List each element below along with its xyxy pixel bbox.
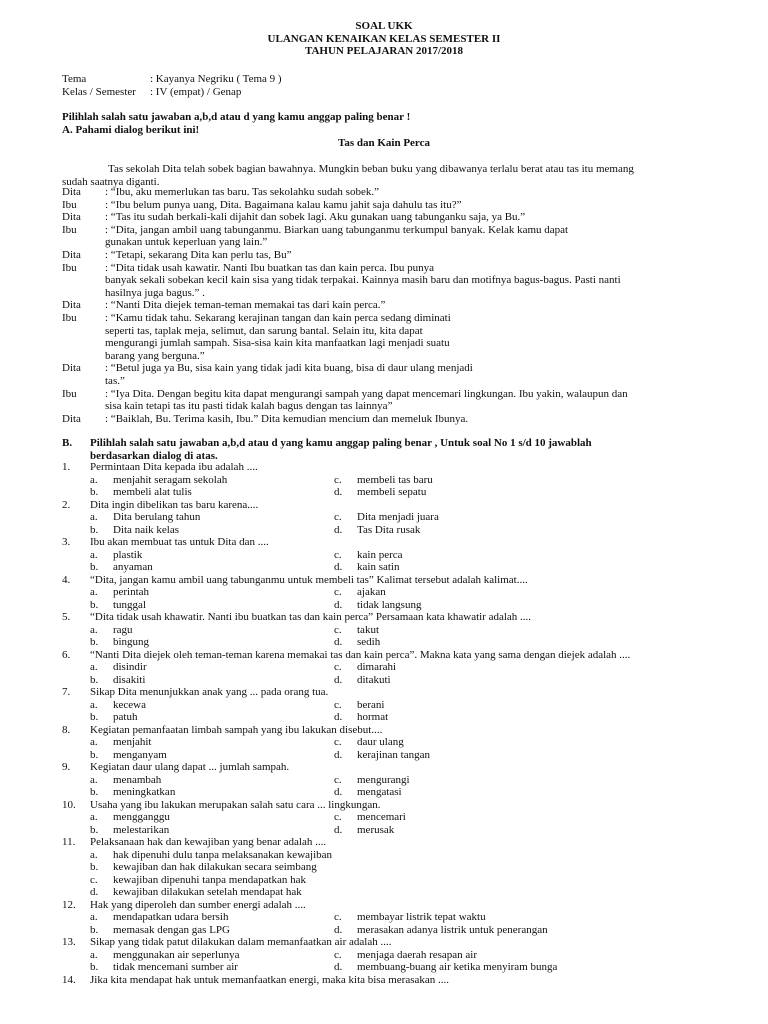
option-text: kewajiban dilakukan setelah mendapat hak [113,886,302,898]
question-list [62,461,752,986]
dialog-line: : “Kamu tidak tahu. Sekarang kerajinan tangan dan kain perca sedang diminati [105,311,451,324]
answer-option [334,599,734,612]
answer-option [334,674,734,687]
answer-option [334,924,734,937]
answer-option [90,774,334,787]
option-text: mengganggu [113,811,170,823]
answer-option [90,874,690,887]
option-text: kerajinan tangan [357,748,430,761]
dialog-speaker: Dita [62,248,81,261]
question-number: 4. [62,573,71,586]
question-number: 8. [62,723,71,736]
dialog-speaker: Ibu [62,261,77,274]
option-text: ajakan [357,586,386,598]
dialog-speaker: Ibu [62,198,77,211]
option-text: kewajiban dan hak dilakukan secara seimbang [113,861,317,873]
dialog-line: barang yang berguna.” [105,349,205,362]
option-letter: b. [90,711,99,723]
dialog-speaker: Ibu [62,311,77,324]
option-letter: d. [90,886,99,898]
option-text: merasakan adanya listrik untuk penerangan [357,923,548,936]
answer-option [90,824,334,837]
dialog-turn [62,211,712,224]
option-letter: c. [334,661,342,673]
option-letter: b. [90,786,99,798]
question-number: 5. [62,611,71,623]
dialog-line: banyak sekali sobekan kecil kain sisa yang tidak terpakai. Kainnya masih baru dan motifnya bagus-bagus. Pasti nanti [105,274,621,287]
option-letter: a. [90,586,98,598]
option-letter: d. [334,636,343,648]
option-text: mendapatkan udara bersih [113,911,229,923]
meta-kelas-key: Kelas / Semester [62,85,136,98]
dialog-text [105,388,712,413]
option-text: menganyam [113,748,167,761]
question-text: “Dita, jangan kamu ambil uang tabunganmu untuk membeli tas” Kalimat tersebut adalah kalimat.... [90,573,528,586]
answer-option [334,749,734,762]
option-letter: b. [90,673,99,686]
option-letter: d. [334,711,343,723]
option-text: hormat [357,711,389,723]
dialog-text [105,249,712,262]
option-text: menambah [113,773,162,786]
answer-option [334,824,734,837]
option-letter: a. [90,661,98,673]
option-letter: d. [334,523,343,536]
dialog-text [105,199,712,212]
option-letter: b. [90,486,99,498]
question [62,936,752,974]
dialog-line: mengurangi jumlah sampah. Sisa-sisa kain kita manfaatkan lagi menjadi suatu [105,337,450,350]
answer-option [334,961,734,974]
answer-option [90,661,334,674]
header-title: SOAL UKK [355,20,413,32]
dialog-line: tas.” [105,374,125,387]
option-text: berani [357,698,385,711]
question-number: 2. [62,498,71,511]
dialog-text [105,362,712,387]
answer-option [90,961,334,974]
answer-option [334,474,734,487]
story-title: Tas dan Kain Perca [338,137,430,149]
story-paragraph [62,163,712,188]
option-text: anyaman [113,561,153,573]
answer-option [334,949,734,962]
answer-option [90,599,334,612]
answer-option [90,674,334,687]
dialog-speaker: Dita [62,362,81,375]
question-number: 7. [62,686,71,698]
dialog-speaker: Dita [62,186,81,198]
header-year: TAHUN PELAJARAN 2017/2018 [304,45,464,57]
option-text: membeli tas baru [357,473,433,486]
dialog-line: : “Iya Dita. Dengan begitu kita dapat mengurangi sampah yang dapat mencemari lingkungan. Ibu yakin, walaupun dan [105,387,628,400]
option-text: sedih [357,636,381,648]
meta-kelas-value: : IV (empat) / Genap [150,85,242,98]
answer-option [334,586,734,599]
dialog-text [105,186,712,199]
section-b-instruction [62,437,722,462]
answer-option [334,736,734,749]
question-number: 11. [62,836,76,848]
question-text: Ibu akan membuat tas untuk Dita dan .... [90,536,269,548]
option-text: menjaga daerah resapan air [357,948,478,961]
answer-option [90,624,334,637]
option-text: perintah [113,586,150,598]
option-letter: a. [90,511,98,523]
option-letter: c. [334,911,342,923]
dialog-turn [62,199,712,212]
question-text: Kegiatan pemanfaatan limbah sampah yang ibu lakukan disebut.... [90,723,383,736]
instruction-section-a: A. Pahami dialog berikut ini! [62,123,200,136]
dialog-line: : “Nanti Dita diejek teman-teman memakai tas dari kain perca.” [105,299,386,312]
dialog-line: gunakan untuk keperluan yang lain.” [105,236,268,249]
option-text: melestarikan [113,823,170,836]
option-text: Dita menjadi juara [357,511,439,523]
question-number: 10. [62,798,76,811]
question-text: Pelaksanaan hak dan kewajiban yang benar adalah .... [90,836,327,848]
option-text: mengatasi [357,786,402,798]
option-text: Dita berulang tahun [113,511,201,523]
answer-option [334,711,734,724]
answer-option [334,636,734,649]
question-text: Sikap Dita menunjukkan anak yang ... pada orang tua. [90,686,329,698]
section-b-label: B. [62,437,73,449]
answer-option [90,849,690,862]
question-text: “Dita tidak usah khawatir. Nanti ibu buatkan tas dan kain perca” Persamaan kata khawatir adalah .... [90,611,532,623]
question-text: Jika kita mendapat hak untuk memanfaatkan energi, maka kita bisa merasakan .... [90,973,450,986]
dialog-turn [62,388,712,413]
answer-option [90,786,334,799]
option-letter: d. [334,923,343,936]
question [62,836,752,899]
option-text: daur ulang [357,736,404,748]
story-paragraph-line: Tas sekolah Dita telah sobek bagian bawahnya. Mungkin beban buku yang dibawanya terlalu berat atau tas itu memang [108,163,634,175]
answer-option [334,811,734,824]
option-text: kain satin [357,561,400,573]
option-text: mencemari [357,811,406,823]
dialog-text [105,312,712,362]
question-text: Dita ingin dibelikan tas baru karena.... [90,498,259,511]
answer-option [334,549,734,562]
dialog-speaker: Dita [62,412,81,425]
option-text: membuang-buang air ketika menyiram bunga [357,961,558,973]
answer-option [90,561,334,574]
option-letter: b. [90,636,99,648]
option-letter: a. [90,948,98,961]
option-text: tunggal [113,598,146,611]
question-number: 6. [62,648,71,661]
option-text: Tas Dita rusak [357,523,421,536]
option-text: mengurangi [357,773,410,786]
answer-option [90,636,334,649]
option-text: tidak mencemani sumber air [113,961,238,973]
question [62,574,752,612]
answer-option [90,749,334,762]
answer-option [334,699,734,712]
answer-option [90,924,334,937]
option-text: memasak dengan gas LPG [113,923,230,936]
dialog-text [105,211,712,224]
dialog-line: : “Dita, jangan ambil uang tabunganmu. Biarkan uang tabunganmu terkumpul banyak. Kelak kamu dapat [105,223,569,236]
question-number: 1. [62,461,71,473]
answer-option [90,949,334,962]
answer-option [90,586,334,599]
dialog-line: : “Tas itu sudah berkali-kali dijahit dan sobek lagi. Aku gunakan uang tabunganku saja, ya Bu.” [105,211,526,224]
option-text: dimarahi [357,661,397,673]
option-letter: a. [90,698,98,711]
question [62,724,752,762]
option-text: membeli alat tulis [113,486,192,498]
option-letter: b. [90,823,99,836]
answer-option [90,911,334,924]
option-letter: a. [90,623,98,636]
instructions [62,111,410,136]
option-text: menjahit seragam sekolah [113,473,228,486]
question-number: 14. [62,973,76,986]
option-letter: c. [334,811,342,823]
dialog-line: : “Baiklah, Bu. Terima kasih, Ibu.” Dita kemudian mencium dan memeluk Ibunya. [105,412,469,425]
dialog-turn [62,413,712,426]
dialog-text [105,299,712,312]
option-text: membayar listrik tepat waktu [357,911,486,923]
answer-option [334,524,734,537]
option-letter: d. [334,673,343,686]
exam-meta [62,73,282,98]
option-text: ragu [113,623,133,636]
option-text: hak dipenuhi dulu tanpa melaksanakan kewajiban [113,848,333,861]
answer-option [90,474,334,487]
question [62,799,752,837]
meta-tema-value: : Kayanya Negriku ( Tema 9 ) [150,73,282,85]
story-paragraph-line: sudah saatnya diganti. [62,175,160,188]
option-text: patuh [113,711,138,723]
dialog-turn [62,299,712,312]
option-letter: c. [334,698,342,711]
section-b-line: berdasarkan dialog di atas. [90,449,218,462]
answer-option [90,524,334,537]
option-letter: c. [334,736,342,748]
question [62,611,752,649]
answer-option [90,486,334,499]
answer-option [90,549,334,562]
option-letter: d. [334,486,343,498]
answer-option [334,911,734,924]
dialog-speaker: Dita [62,299,81,312]
question [62,461,752,499]
question-text: “Nanti Dita diejek oleh teman-teman karena memakai tas dan kain perca”. Makna kata yang sama dengan diejek adalah .... [90,648,631,661]
option-letter: d. [334,961,343,973]
meta-tema [62,73,282,86]
answer-option [90,736,334,749]
question-number: 12. [62,898,76,911]
question-text: Permintaan Dita kepada ibu adalah .... [90,461,258,473]
option-letter: d. [334,786,343,798]
dialog-line: : “Tetapi, sekarang Dita kan perlu tas, Bu” [105,248,292,261]
option-letter: d. [334,561,343,573]
dialog-text [105,224,712,249]
option-letter: c. [334,473,342,486]
option-text: kewajiban dipenuhi tanpa mendapatkan hak [113,873,307,886]
dialog-line: sisa kain tetapi tas itu pasti tidak kalah bagus dengan tas lainnya” [105,400,393,413]
option-letter: d. [334,823,343,836]
question-text: Sikap yang tidak patut dilakukan dalam memanfaatkan air adalah .... [90,936,392,948]
option-text: kecewa [113,698,146,711]
option-letter: c. [334,773,342,786]
meta-tema-key: Tema [62,73,87,85]
dialog-turn [62,362,712,387]
answer-option [334,624,734,637]
section-b-line: Pilihlah salah satu jawaban a,b,d atau d yang kamu anggap paling benar , Untuk soal No 1 s/d 10 jawablah [90,437,592,449]
option-text: menggunakan air seperlunya [113,948,240,961]
meta-kelas [62,86,282,99]
dialog-turn [62,186,712,199]
option-letter: b. [90,961,99,973]
question-number: 13. [62,936,76,948]
question [62,536,752,574]
answer-option [334,661,734,674]
option-text: disakiti [113,673,146,686]
dialog-line: hasilnya juga bagus.” . [105,286,205,299]
question [62,761,752,799]
option-letter: d. [334,598,343,611]
option-letter: a. [90,848,98,861]
question-text: Hak yang diperoleh dan sumber energi adalah .... [90,898,306,911]
option-text: Dita naik kelas [113,523,179,536]
option-letter: c. [334,586,342,598]
dialog-line: : “Betul juga ya Bu, sisa kain yang tidak jadi kita buang, bisa di daur ulang menjadi [105,362,473,375]
option-text: plastik [113,548,143,561]
option-letter: a. [90,911,98,923]
option-letter: a. [90,548,98,561]
dialog-line: : “Dita tidak usah kawatir. Nanti Ibu buatkan tas dan kain perca. Ibu punya [105,261,434,274]
answer-option [90,811,334,824]
question-number: 9. [62,761,71,773]
option-letter: d. [334,748,343,761]
answer-option [334,774,734,787]
option-text: ditakuti [357,673,391,686]
option-letter: b. [90,748,99,761]
option-letter: b. [90,561,99,573]
option-text: merusak [357,823,395,836]
option-text: menjahit [113,736,152,748]
dialog-speaker: Ibu [62,387,77,400]
option-text: membeli sepatu [357,486,427,498]
option-letter: a. [90,811,98,823]
question [62,686,752,724]
option-text: disindir [113,661,147,673]
answer-option [90,886,690,899]
dialog-speaker: Ibu [62,223,77,236]
answer-option [90,711,334,724]
option-letter: c. [334,623,342,636]
dialog-line: seperti tas, taplak meja, selimut, dan sarung bantal. Selain itu, kita dapat [105,324,423,337]
answer-option [90,699,334,712]
header-subtitle: ULANGAN KENAIKAN KELAS SEMESTER II [267,32,501,45]
instruction-main: Pilihlah salah satu jawaban a,b,d atau d yang kamu anggap paling benar ! [62,111,411,123]
dialog-speaker: Dita [62,211,81,224]
answer-option [334,511,734,524]
option-text: takut [357,623,379,636]
dialog-turn [62,312,712,362]
answer-option [334,486,734,499]
option-letter: c. [334,511,342,523]
exam-header [0,20,768,58]
answer-option [90,511,334,524]
option-text: kain perca [357,548,403,561]
option-text: tidak langsung [357,598,422,611]
question-text: Usaha yang ibu lakukan merupakan salah satu cara ... lingkungan. [90,798,381,811]
option-letter: b. [90,923,99,936]
dialog-turn [62,224,712,249]
answer-option [334,786,734,799]
question-number: 3. [62,536,71,548]
option-letter: b. [90,523,99,536]
option-letter: a. [90,773,98,786]
question [62,649,752,687]
option-letter: c. [334,948,342,961]
dialog-text [105,413,712,426]
dialog-turn [62,249,712,262]
answer-option [334,561,734,574]
option-letter: c. [334,548,342,561]
question [62,499,752,537]
option-letter: a. [90,736,98,748]
question [62,974,752,987]
option-letter: c. [90,873,98,886]
option-letter: b. [90,598,99,611]
dialog-text [105,262,712,300]
option-text: meningkatkan [113,786,176,798]
dialog-line: : “Ibu belum punya uang, Dita. Bagaimana kalau kamu jahit saja dahulu tas itu?” [105,198,462,211]
answer-option [90,861,690,874]
option-text: bingung [113,636,150,648]
question [62,899,752,937]
dialog [62,186,712,425]
dialog-turn [62,262,712,300]
option-letter: b. [90,861,99,873]
question-text: Kegiatan daur ulang dapat ... jumlah sampah. [90,761,290,773]
option-letter: a. [90,473,98,486]
dialog-line: : “Ibu, aku memerlukan tas baru. Tas sekolahku sudah sobek.” [105,186,379,198]
